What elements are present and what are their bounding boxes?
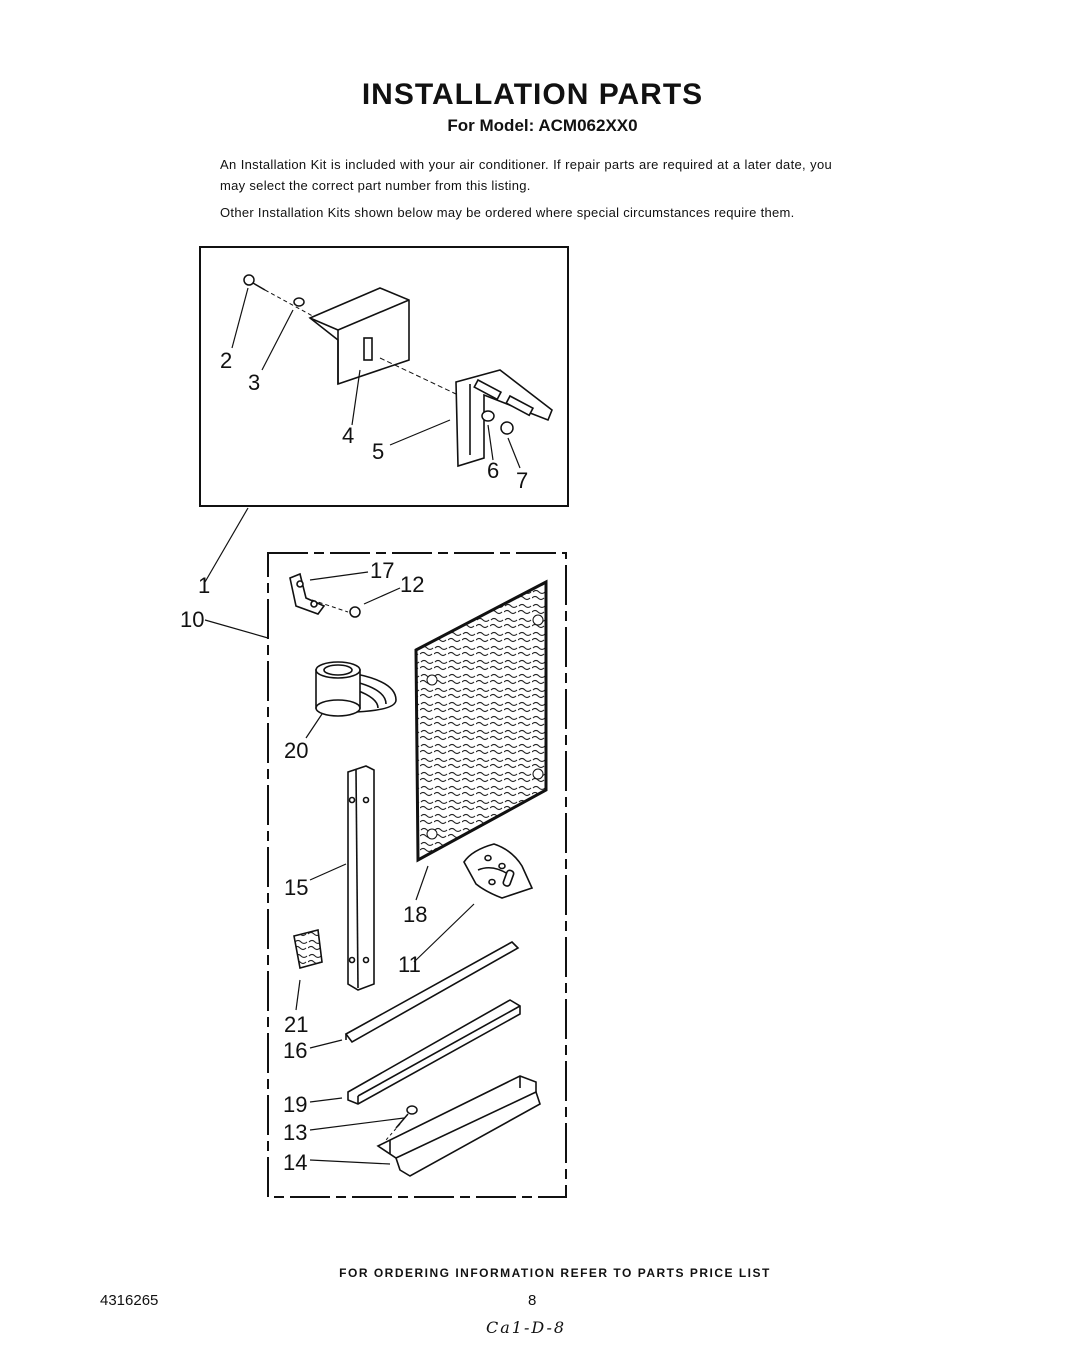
callout-6: 6 [487,458,500,483]
foam-panel-part-18 [416,582,546,860]
callout-17: 17 [370,558,395,583]
document-part-number: 4316265 [100,1292,159,1309]
support-part-5 [456,370,552,466]
callout-7: 7 [516,468,529,493]
angle-bracket-part-17 [290,574,324,614]
ordering-info-footer: FOR ORDERING INFORMATION REFER TO PARTS PRICE LIST [339,1266,771,1280]
callout-12: 12 [400,572,425,597]
handwritten-note: Ca1-D-8 [486,1318,567,1337]
page-title: INSTALLATION PARTS [361,78,704,111]
callout-20: 20 [284,738,309,763]
washer-part-6 [482,411,494,421]
screw-part-2 [244,275,265,290]
clip-part-11 [464,844,532,898]
callout-21: 21 [284,1012,309,1037]
callout-16: 16 [283,1038,308,1063]
callout-15: 15 [284,875,309,900]
bracket-part-4 [310,288,409,384]
screw-part-12 [350,607,360,617]
callout-1: 1 [198,573,211,598]
callout-4: 4 [342,423,355,448]
callout-10: 10 [180,607,205,632]
foam-block-part-21 [294,930,322,968]
callout-5: 5 [372,439,385,464]
nut-part-7 [501,422,513,434]
callout-3: 3 [248,370,261,395]
callout-18: 18 [403,902,428,927]
callout-14: 14 [283,1150,308,1175]
sill-rail-part-14 [378,1076,540,1176]
tape-roll-part-20 [316,662,396,716]
callout-2: 2 [220,348,233,373]
washer-part-3 [294,298,304,306]
channel-part-15 [348,766,374,990]
intro-paragraph: An Installation Kit is included with your air conditioner. If repair parts are required at a later date, you may select the correct part number from this listing. [220,157,832,193]
other-kits-paragraph: Other Installation Kits shown below may be ordered where special circumstances require them. [220,205,795,220]
page-number: 8 [528,1292,537,1309]
callout-11: 11 [398,952,421,977]
callout-19: 19 [283,1092,308,1117]
callout-13: 13 [283,1120,308,1145]
model-subtitle: For Model: ACM062XX0 [447,116,638,135]
